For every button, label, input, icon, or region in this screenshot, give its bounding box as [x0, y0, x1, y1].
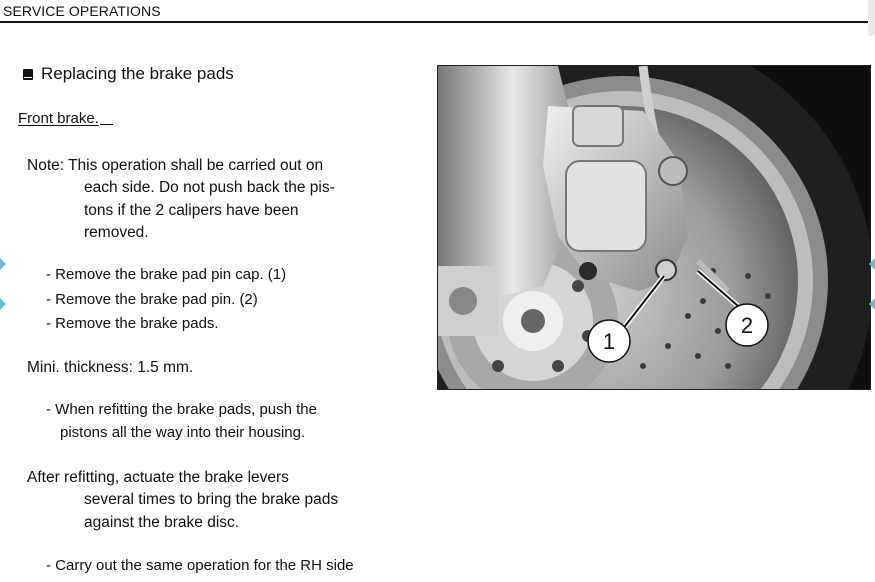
- subhead-underline: [100, 124, 113, 125]
- after-line-1: After refitting, actuate the brake levers: [27, 469, 289, 486]
- refit-step: [46, 399, 317, 444]
- next-page-arrow-icon[interactable]: [869, 258, 875, 270]
- after-refit-block: [27, 467, 338, 534]
- note-line-4: removed.: [84, 223, 149, 241]
- brake-caliper-illustration: [438, 66, 871, 390]
- prev-page-arrow-icon-2[interactable]: [0, 298, 6, 310]
- header-title: SERVICE OPERATIONS: [3, 3, 161, 19]
- after-line-3: against the brake disc.: [84, 513, 240, 531]
- callout-1: 1: [602, 329, 616, 354]
- note-block: [27, 155, 335, 244]
- scrollbar[interactable]: [868, 0, 875, 36]
- callout-2: 2: [740, 313, 754, 338]
- pin-cap-marker: [656, 260, 676, 280]
- brake-caliper-photo: [437, 65, 871, 390]
- step-remove-pin-cap: - Remove the brake pad pin cap. (1): [46, 266, 287, 283]
- prev-page-arrow-icon[interactable]: [0, 258, 6, 270]
- section-title: [23, 64, 234, 84]
- section-title-text: Replacing the brake pads: [41, 64, 234, 83]
- note-line-1: Note: This operation shall be carried out on: [27, 157, 324, 174]
- note-line-3: tons if the 2 calipers have been: [84, 201, 299, 219]
- subhead-front-brake: [18, 110, 113, 127]
- page-header: [0, 0, 868, 23]
- note-line-2: each side. Do not push back the pis-: [84, 179, 335, 197]
- steps-list: [46, 263, 286, 337]
- thickness-spec: Mini. thickness: 1.5 mm.: [27, 359, 194, 376]
- refit-line-1: - When refitting the brake pads, push the: [46, 401, 317, 418]
- final-step: - Carry out the same operation for the RH side: [46, 557, 354, 574]
- step-remove-pin: - Remove the brake pad pin. (2): [46, 290, 258, 308]
- after-line-2: several times to bring the brake pads: [84, 491, 339, 509]
- square-bullet-icon: [23, 69, 33, 80]
- step-remove-pads: - Remove the brake pads.: [46, 315, 219, 332]
- next-page-arrow-icon-2[interactable]: [869, 298, 875, 310]
- subhead-text: Front brake.: [18, 110, 99, 127]
- refit-line-2: pistons all the way into their housing.: [60, 423, 306, 441]
